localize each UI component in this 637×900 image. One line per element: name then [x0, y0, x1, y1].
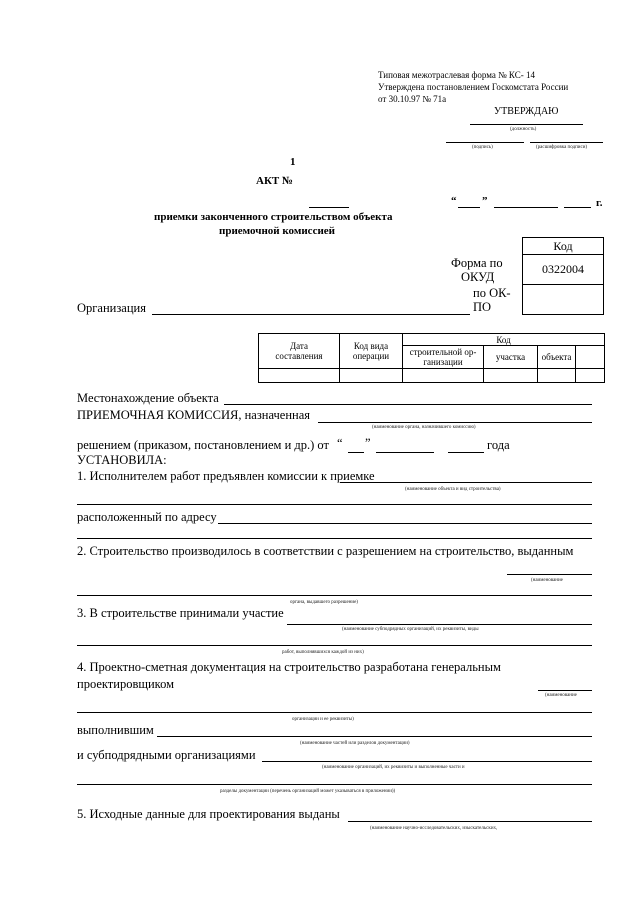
commission-line: [318, 422, 592, 423]
p3-line: [287, 624, 592, 625]
footnote-mark: 1: [290, 156, 296, 168]
p1-caption: (наименование объекта и вид строительства): [405, 487, 501, 492]
subcontract-line: [262, 761, 592, 762]
section-cell: [484, 369, 538, 383]
object-cell: [538, 369, 576, 383]
approved-by-text: Утверждена постановлением Госкомстата России: [378, 82, 569, 92]
paragraph-5: 5. Исходные данные для проектирования выданы: [77, 807, 340, 821]
col-operation-header: Код вида операции: [340, 334, 403, 369]
title-line-2: приемочной комиссией: [219, 225, 336, 237]
position-line: [470, 124, 583, 125]
forma-po-label: Форма по: [451, 256, 503, 270]
paragraph-4-line-1: 4. Проектно-сметная документация на строительство разработана генеральным: [77, 660, 501, 674]
p4-caption-1: (наименование: [545, 693, 577, 698]
col-build-org-header: строительной ор- ганизации: [403, 346, 484, 369]
decision-quote-close: ”: [365, 436, 371, 450]
approved-date-text: от 30.10.97 № 71а: [378, 94, 447, 104]
performed-label: выполнившим: [77, 723, 154, 737]
okpo-label-2: ПО: [473, 300, 492, 314]
organization-label: Организация: [77, 301, 146, 315]
year-suffix: г.: [596, 197, 603, 209]
build-org-cell: [403, 369, 484, 383]
decision-year-label: года: [487, 438, 510, 452]
address-line: [218, 523, 592, 524]
decision-day-line: [348, 452, 364, 453]
p3-line-2: [77, 645, 592, 646]
signature-decode-line: [530, 142, 603, 143]
blank-cell: [576, 369, 605, 383]
date-month-line: [494, 207, 558, 208]
paragraph-1: 1. Исполнителем работ предъявлен комиссии к приемке: [77, 469, 375, 483]
p5-line: [348, 821, 592, 822]
col-section-header: участка: [484, 346, 538, 369]
location-label: Местонахождение объекта: [77, 391, 219, 405]
subcontract-caption-2: разделы документации (перечень организаций может указываться в приложении)): [220, 789, 396, 794]
okpo-label-1: по ОК-: [473, 286, 511, 300]
paragraph-4-line-2: проектировщиком: [77, 677, 175, 691]
signature-decode-caption: (расшифровка подписи): [536, 145, 588, 150]
date-year-line: [564, 207, 591, 208]
p3-caption-2: работ, выполнявшихся каждой из них): [282, 650, 364, 655]
p2-caption-2: органа, выдавшего разрешение): [290, 600, 358, 605]
act-number-line: [309, 207, 349, 208]
p4-line: [538, 690, 592, 691]
signature-line: [446, 142, 524, 143]
code-header: Код: [523, 238, 604, 255]
col-date-header: Дата составления: [259, 334, 340, 369]
col-object-header: объекта: [538, 346, 576, 369]
p3-caption-1: (наименование субподрядных организаций, их реквизиты, виды: [342, 627, 479, 632]
subcontract-caption-1: (наименование организаций, их реквизиты и выполненные части и: [322, 765, 465, 770]
p1-line: [340, 482, 592, 483]
title-line-1: приемки законченного строительством объекта: [154, 211, 393, 223]
subcontract-label: и субподрядными организациями: [77, 748, 256, 762]
codes-table: [258, 333, 605, 383]
act-number-label: АКТ №: [256, 175, 294, 187]
decision-quote-open: “: [337, 436, 343, 450]
p1-line-2: [77, 504, 592, 505]
okpo-code-cell: [523, 285, 604, 315]
paragraph-2: 2. Строительство производилось в соответствии с разрешением на строительство, выданным: [77, 544, 574, 558]
code-box: [522, 237, 604, 315]
operation-cell: [340, 369, 403, 383]
decision-year-line: [448, 452, 484, 453]
position-caption: (должность): [510, 127, 537, 132]
p4-caption-2: организации и ее реквизиты): [292, 717, 354, 722]
date-cell: [259, 369, 340, 383]
approve-heading: УТВЕРЖДАЮ: [494, 106, 559, 117]
date-day-line: [458, 207, 480, 208]
date-quote-close: ”: [482, 195, 488, 207]
okud-label: ОКУД: [461, 270, 495, 284]
paragraph-3: 3. В строительстве принимали участие: [77, 606, 284, 620]
performed-line: [157, 736, 592, 737]
commission-label: ПРИЕМОЧНАЯ КОМИССИЯ, назначенная: [77, 408, 311, 422]
p2-line: [507, 574, 592, 575]
date-quote-open: “: [451, 195, 457, 207]
established-label: УСТАНОВИЛА:: [77, 453, 167, 467]
decision-month-line: [376, 452, 434, 453]
signature-caption: (подпись): [472, 145, 493, 150]
col-blank-header: [576, 346, 605, 369]
address-label: расположенный по адресу: [77, 510, 217, 524]
decision-label: решением (приказом, постановлением и др.) от: [77, 438, 329, 452]
address-line-2: [77, 538, 592, 539]
commission-caption: (наименование органа, назначившего комиссию): [372, 425, 476, 430]
performed-caption: (наименование частей или разделов документации): [300, 741, 410, 746]
okud-code: 0322004: [523, 255, 604, 285]
p5-caption: (наименование научно-исследовательских, изыскательских,: [370, 826, 498, 831]
subcontract-line-2: [77, 784, 592, 785]
location-line: [224, 404, 592, 405]
p4-line-2: [77, 712, 592, 713]
form-type-text: Типовая межотраслевая форма № КС- 14: [378, 70, 535, 80]
col-kod-header: Код: [403, 334, 605, 346]
p2-line-2: [77, 595, 592, 596]
organization-line: [152, 314, 470, 315]
p2-caption-1: (наименование: [531, 578, 563, 583]
